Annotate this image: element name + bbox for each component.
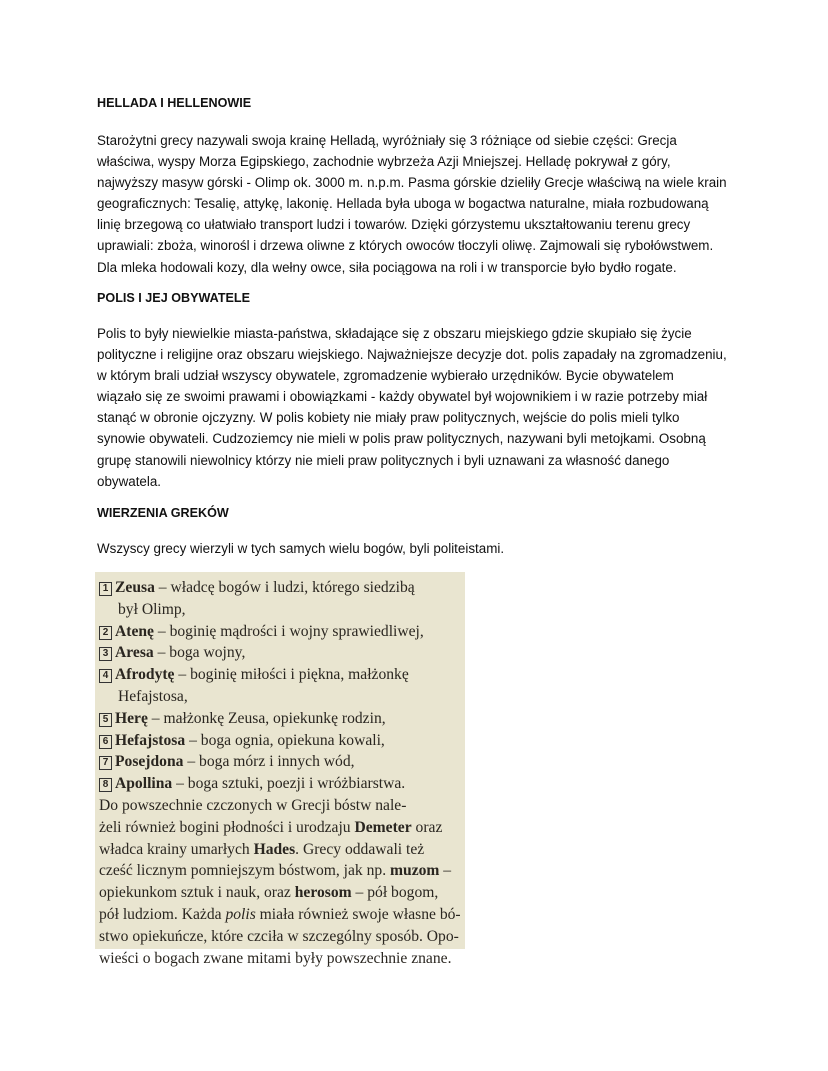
scan-text-line <box>99 882 438 904</box>
emphasis: herosom <box>294 884 352 902</box>
item-number-box: 7 <box>99 756 112 770</box>
scan-text-line <box>99 839 424 861</box>
item-number-box: 4 <box>99 669 112 683</box>
emphasis: Hades <box>253 840 296 858</box>
item-number-box: 8 <box>99 778 112 792</box>
god-name: Apollina <box>115 775 173 793</box>
item-number-box: 5 <box>99 713 112 727</box>
paragraph-wierzenia <box>97 538 504 559</box>
text-line: linię brzegową co ułatwiało transport ludzi i towarów. Dzięki górzystemu ukształtowaniu terenu grecy <box>97 217 691 233</box>
text: – <box>439 862 452 880</box>
scan-text-line <box>99 904 461 926</box>
god-list-item <box>95 730 385 752</box>
emphasis: Demeter <box>354 818 412 836</box>
god-description: – boga mórz i innych wód, <box>183 753 355 771</box>
text-line: obywatela. <box>97 473 162 489</box>
god-list-item <box>95 664 409 686</box>
scan-text-line <box>99 948 451 970</box>
text-line: Starożytni grecy nazywali swoja krainę Helladą, wyróżniały się 3 różniące od siebie części: Grecja <box>97 133 677 148</box>
god-name: Atenę <box>115 622 154 640</box>
text-line: polityczne i religijne oraz obszaru wiejskiego. Najważniejsze decyzje dot. polis zapadały na zgromadzeniu, <box>97 347 727 363</box>
god-list-item <box>95 708 386 730</box>
item-number-box: 2 <box>99 626 112 640</box>
text-line: w którym brali udział wszyscy obywatele, zgromadzenie wybierało urzędników. Bycie obywatelem <box>97 368 674 384</box>
scan-text-line <box>99 926 459 948</box>
text: stwo opiekuńcze, które czciła w szczególny sposób. Opo- <box>99 927 459 945</box>
text: wieści o bogach zwane mitami były powszechnie znane. <box>99 949 452 967</box>
god-list-item-continued: był Olimp, <box>118 600 186 618</box>
god-list-item <box>95 773 405 795</box>
scanned-textbook-excerpt <box>95 572 465 967</box>
text: pół ludziom. Każda <box>99 906 226 923</box>
text-line: uprawiali: zboża, winorośl i drzewa oliwne z których owoców tłoczyli oliwę. Zajmowali się rybołówstwem. <box>97 238 714 254</box>
god-name: Herę <box>115 709 148 727</box>
god-name: Posejdona <box>115 753 184 771</box>
paragraph-hellada <box>97 130 727 278</box>
god-list-item <box>95 751 355 773</box>
text: żeli również bogini płodności i urodzaju <box>99 818 355 836</box>
text-line: Dla mleka hodowali kozy, dla wełny owce, siła pociągowa na roli i w transporcie było bydło rogate. <box>97 259 677 275</box>
item-number-box: 6 <box>99 735 112 749</box>
section-heading: POLIS I JEJ OBYWATELE <box>97 291 251 305</box>
text-line: stanąć w obronie ojczyzny. W polis kobiety nie miały praw politycznych, wejście do polis mieli tylko <box>97 410 680 426</box>
text-line: najwyższy masyw górski - Olimp ok. 3000 m. n.p.m. Pasma górskie dzieliły Grecje właściwą na wiele krain <box>97 175 727 191</box>
god-list-item-continued: Hefajstosa, <box>118 688 188 705</box>
god-description: – boga sztuki, poezji i wróżbiarstwa. <box>172 775 406 793</box>
text-line: właściwa, wyspy Morza Egipskiego, zachodnie wybrzeża Azji Mniejszej. Helladę pokrywał z góry, <box>97 154 671 170</box>
god-description: – władcę bogów i ludzi, którego siedzibą <box>154 579 415 596</box>
text-line: wiązało się ze swoimi prawami i obowiązkami - każdy obywatel był wojownikiem i w razie potrzeby miał <box>97 389 708 405</box>
god-description: – boga wojny, <box>153 644 246 662</box>
text: – pół bogom, <box>351 884 439 902</box>
text-line: Polis to były niewielkie miasta-państwa, składające się z obszaru miejskiego gdzie skupiało się życie <box>97 326 692 341</box>
text: oraz <box>411 818 443 836</box>
text: miała również swoje własne bó- <box>255 906 461 923</box>
text: opiekunkom sztuk i nauk, oraz <box>99 884 295 902</box>
god-name: Afrodytę <box>115 666 175 684</box>
text-line: Wszyscy grecy wierzyli w tych samych wielu bogów, byli politeistami. <box>97 541 505 556</box>
scan-text-line <box>99 795 406 817</box>
text: władca krainy umarłych <box>99 840 254 858</box>
god-description: – małżonkę Zeusa, opiekunkę rodzin, <box>147 709 386 727</box>
emphasis: muzom <box>390 862 440 880</box>
text-line: grupę stanowili niewolnicy którzy nie mieli praw politycznych i byli uznawani za własność danego <box>97 452 670 468</box>
section-heading: WIERZENIA GREKÓW <box>97 506 229 520</box>
scan-text-line <box>99 860 451 882</box>
god-name: Zeusa <box>115 579 155 596</box>
paragraph-polis <box>97 323 727 492</box>
text: cześć licznym pomniejszym bóstwom, jak np. <box>99 862 391 880</box>
section-heading: HELLADA I HELLENOWIE <box>97 96 252 110</box>
god-description: – boginię miłości i piękna, małżonkę <box>174 666 409 684</box>
god-list-item <box>95 621 424 643</box>
text: Do powszechnie czczonych w Grecji bóstw nale- <box>99 797 407 814</box>
emphasis: polis <box>225 906 256 923</box>
text: . Grecy oddawali też <box>295 840 425 858</box>
god-list-item <box>95 642 245 664</box>
god-list-item <box>95 577 415 599</box>
god-name: Aresa <box>115 644 154 662</box>
god-description: – boginię mądrości i wojny sprawiedliwej, <box>153 622 424 640</box>
text-line: synowie obywateli. Cudzoziemcy nie mieli w polis praw politycznych, nazywani byli metojkami. Osobną <box>97 431 706 447</box>
text-line: geograficznych: Tesalię, attykę, lakonię. Hellada była uboga w bogactwa naturalne, miała rozbudowaną <box>97 196 709 212</box>
item-number-box: 3 <box>99 647 112 661</box>
god-description: – boga ognia, opiekuna kowali, <box>185 731 385 749</box>
god-name: Hefajstosa <box>115 731 186 749</box>
item-number-box: 1 <box>99 582 112 596</box>
scan-text-line <box>99 817 442 839</box>
